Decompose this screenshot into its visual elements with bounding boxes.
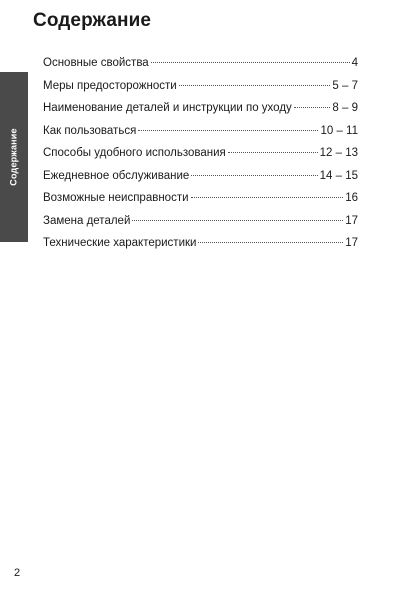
toc-dot-leader (138, 130, 318, 131)
toc-dot-leader (179, 85, 331, 86)
side-section-tab (0, 72, 28, 242)
toc-entry (43, 145, 358, 168)
toc-entry-title: Способы удобного использования (43, 147, 226, 159)
toc-entry (43, 78, 358, 101)
toc-entry-page: 14 – 15 (319, 169, 358, 182)
toc-dot-leader (151, 62, 350, 63)
toc-entry-title: Ежедневное обслуживание (43, 169, 190, 182)
toc-entry-title: Наименование деталей и инструкции по уходу (43, 102, 292, 114)
side-tab-label: Содержание (9, 128, 20, 186)
toc-entry-title: Технические характеристики (43, 237, 197, 249)
toc-entry-title: Основные свойства (43, 57, 149, 69)
toc-entry-page: 12 – 13 (319, 147, 358, 159)
toc-entry-page: 5 – 7 (332, 79, 358, 92)
toc-dot-leader (228, 152, 318, 153)
toc-entry-page: 17 (345, 237, 358, 249)
toc-dot-leader (191, 197, 344, 198)
toc-entry (43, 235, 358, 258)
toc-entry-title: Меры предосторожности (43, 79, 177, 92)
table-of-contents (43, 55, 358, 258)
toc-entry (43, 55, 358, 78)
page-title: Содержание (33, 10, 152, 31)
toc-entry (43, 213, 358, 236)
toc-entry-page: 8 – 9 (332, 102, 358, 114)
toc-entry-title: Возможные неисправности (43, 192, 189, 204)
toc-entry (43, 168, 358, 191)
toc-dot-leader (132, 220, 343, 221)
toc-entry (43, 190, 358, 213)
toc-entry-page: 17 (345, 214, 358, 227)
page-number: 2 (14, 567, 21, 579)
toc-dot-leader (191, 175, 317, 176)
toc-entry-title: Как пользоваться (43, 124, 137, 137)
toc-entry-page: 4 (351, 57, 358, 69)
toc-dot-leader (294, 107, 331, 108)
toc-entry-title: Замена деталей (43, 214, 131, 227)
toc-dot-leader (198, 242, 343, 243)
toc-entry-page: 16 (345, 192, 358, 204)
toc-entry (43, 100, 358, 123)
toc-entry-page: 10 – 11 (320, 124, 358, 137)
toc-entry (43, 123, 358, 146)
